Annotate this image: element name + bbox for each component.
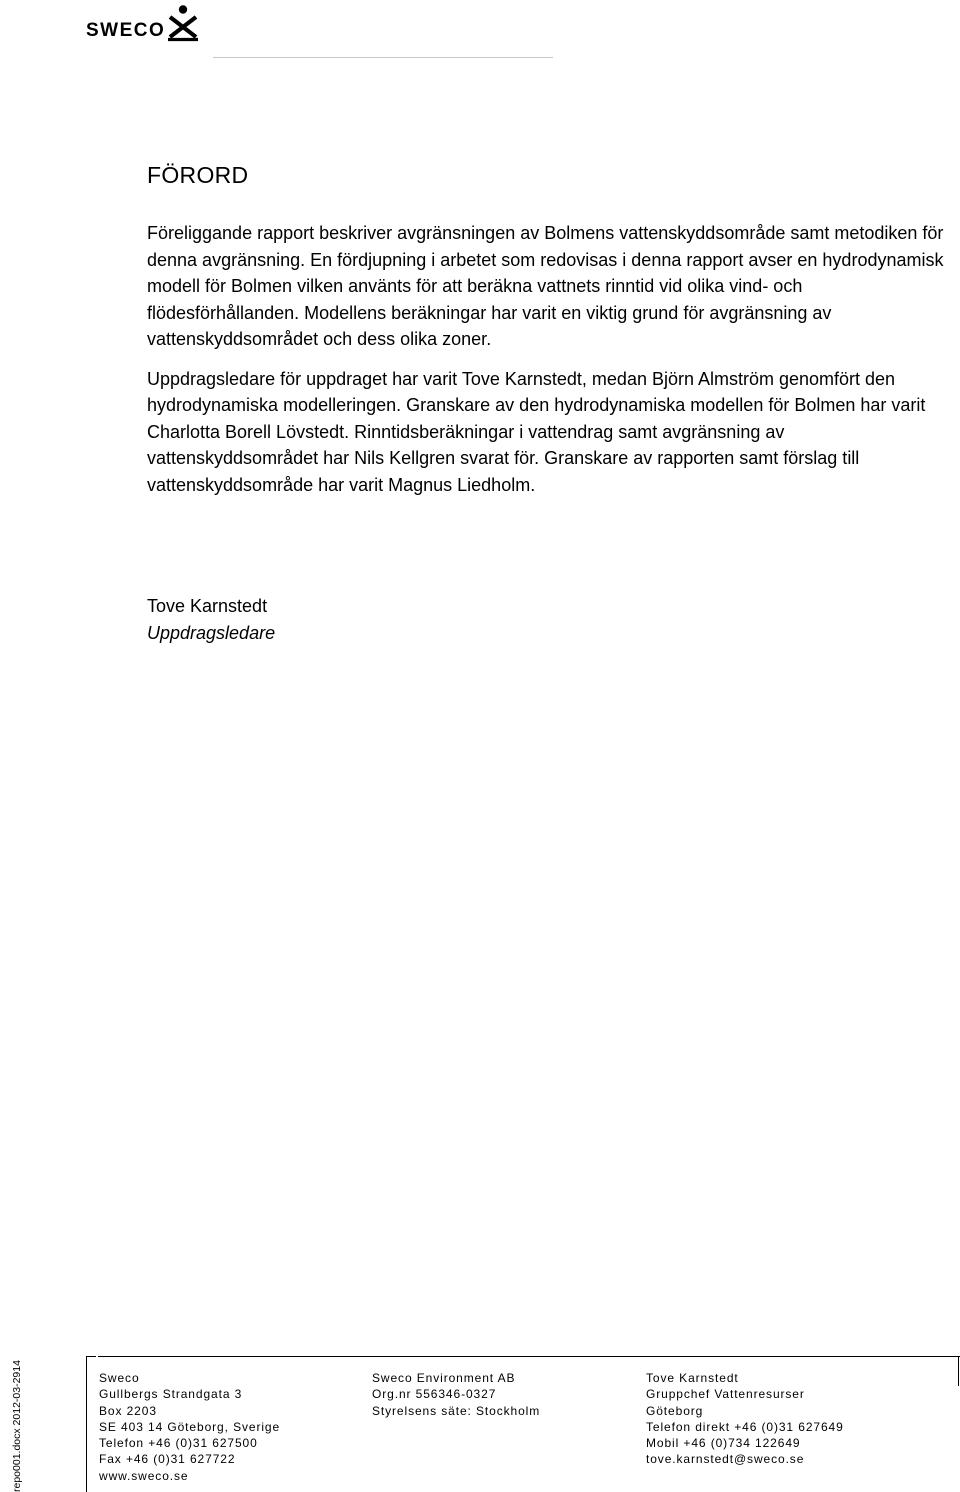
footer-contact-title: Gruppchef Vattenresurser (646, 1387, 805, 1402)
document-code: repo001.docx 2012-03-2914 (11, 1360, 23, 1492)
footer-email-link[interactable]: tove.karnstedt@sweco.se (646, 1452, 805, 1467)
header-rule (213, 57, 553, 58)
paragraph-2: Uppdragsledare för uppdraget har varit Tove Karnstedt, medan Björn Almström genomfört den hydrodynamiska modelleringen. Granskare av den hydrodynamiska modellen för Bolmen har varit Charlotta Borell Lövstedt. Rinntidsberäkningar i vattendrag samt avgränsning av vattenskyddsområdet har Nils Kellgren svarat för. Granskare av rapporten samt förslag till vattenskyddsområde har varit Magnus Liedholm. (147, 368, 926, 495)
signature-name: Tove Karnstedt (147, 596, 268, 616)
footer-org-number: Org.nr 556346-0327 (372, 1387, 497, 1402)
footer-box: Box 2203 (99, 1403, 157, 1418)
section-heading: FÖRORD (147, 162, 249, 188)
footer-company: Sweco (99, 1371, 140, 1385)
footer-entity: Sweco Environment AB (372, 1371, 516, 1385)
signature-block (147, 593, 275, 646)
footer-board-seat: Styrelsens säte: Stockholm (372, 1403, 541, 1418)
footer-corner-tick (86, 1356, 96, 1357)
footer-right-rule (958, 1356, 959, 1386)
footer-website-link[interactable]: www.sweco.se (99, 1468, 189, 1483)
document-body (147, 160, 957, 511)
footer-top-rule (98, 1356, 960, 1357)
logo-text: SWECO (86, 20, 166, 41)
footer-contact-column (646, 1370, 844, 1468)
footer-phone: Telefon +46 (0)31 627500 (99, 1436, 258, 1451)
sweco-logo (86, 4, 200, 42)
footer-company-column (372, 1370, 540, 1419)
footer-city: SE 403 14 Göteborg, Sverige (99, 1419, 281, 1434)
footer-direct-phone: Telefon direkt +46 (0)31 627649 (646, 1419, 844, 1434)
footer-mobile: Mobil +46 (0)734 122649 (646, 1436, 801, 1451)
footer-contact-city: Göteborg (646, 1403, 704, 1418)
footer-left-rule (86, 1356, 87, 1492)
footer-contact-name: Tove Karnstedt (646, 1371, 739, 1385)
footer-address-column (99, 1370, 280, 1484)
footer-fax: Fax +46 (0)31 627722 (99, 1452, 236, 1467)
paragraph-1: Föreliggande rapport beskriver avgränsningen av Bolmens vattenskyddsområde samt metodiken för denna avgränsning. En fördjupning i arbetet som redovisas i denna rapport avser en hydrodynamisk modell för Bolmen vilken använts för att beräkna vattnets rinntid vid olika vind- och flödesförhållanden. Modellens beräkningar har varit en viktig grund för avgränsning av vattenskyddsområdet och dess olika zoner. (147, 223, 944, 349)
signature-role: Uppdragsledare (147, 622, 276, 643)
footer-street: Gullbergs Strandgata 3 (99, 1387, 243, 1402)
sweco-person-icon (166, 4, 200, 42)
